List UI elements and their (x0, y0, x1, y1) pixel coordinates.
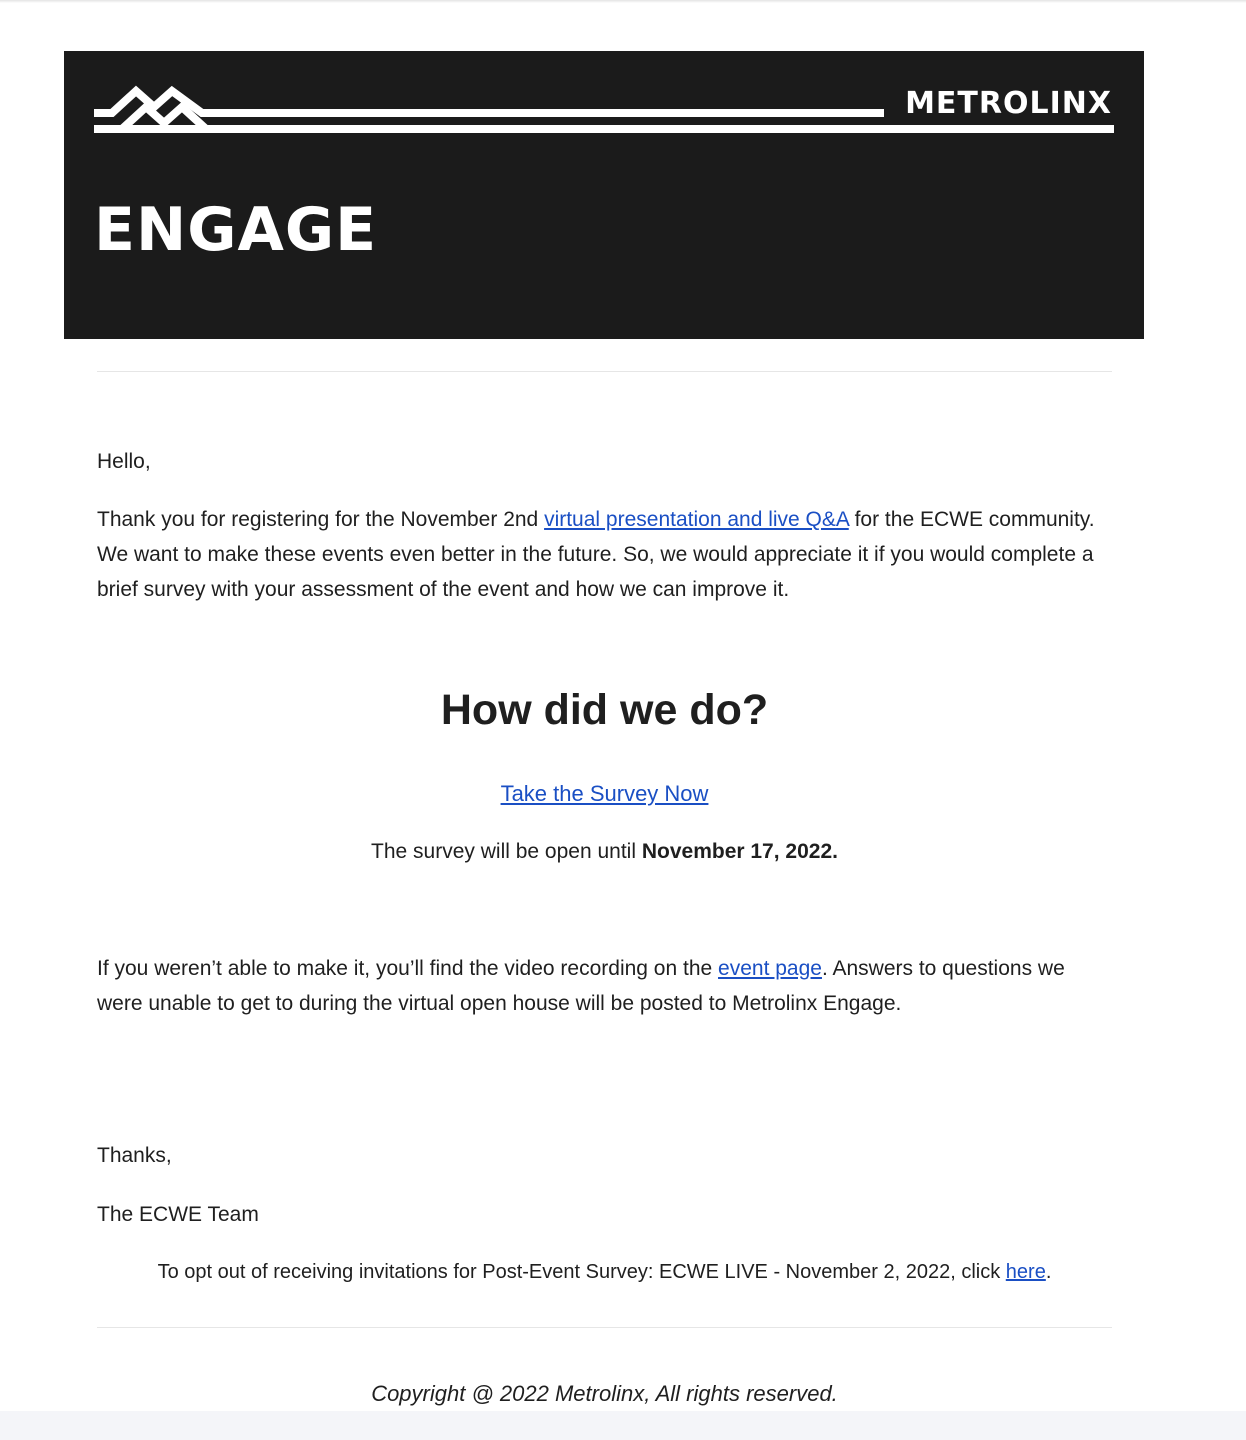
brand-name: METROLINX (905, 86, 1112, 121)
opt-out-link[interactable]: here (1005, 1261, 1046, 1283)
take-survey-link[interactable]: Take the Survey Now (500, 781, 709, 806)
optout-text-end: . (1045, 1261, 1052, 1283)
greeting: Hello, (97, 450, 151, 473)
optout-text-start: To opt out of receiving invitations for Post-Event Survey: ECWE LIVE - November 2, 2022, click (157, 1261, 1006, 1283)
deadline-date: November 17, 2022. (641, 840, 838, 863)
copyright-text: Copyright @ 2022 Metrolinx, All rights reserved. (371, 1381, 838, 1406)
opt-out-notice (97, 1258, 1112, 1286)
team-signature: The ECWE Team (97, 1203, 259, 1226)
event-page-link[interactable]: event page (718, 957, 822, 980)
presentation-link[interactable]: virtual presentation and live Q&A (544, 508, 849, 531)
intro-text-start: Thank you for registering for the November 2nd (97, 508, 545, 531)
survey-deadline (97, 837, 1112, 867)
deadline-prefix: The survey will be open until (371, 840, 642, 863)
logo-lower-line (94, 122, 1114, 134)
survey-heading: How did we do? (440, 686, 769, 734)
metrolinx-logo-icon (94, 83, 894, 155)
survey-cta-wrap (97, 779, 1112, 809)
recording-text-start: If you weren’t able to make it, you’ll find the video recording on the (97, 957, 719, 980)
intro-paragraph (97, 502, 1112, 607)
thanks-text: Thanks, (97, 1144, 172, 1167)
footer-divider (97, 1327, 1112, 1328)
bottom-strip (0, 1411, 1246, 1440)
recording-paragraph (97, 951, 1112, 1021)
top-shadow (0, 0, 1246, 3)
top-divider (97, 371, 1112, 372)
header-banner (64, 51, 1144, 339)
banner-title: ENGAGE (94, 195, 378, 265)
recording-text-end: . Answers to questions we were unable to get to during the virtual open house will be posted to Metrolinx Engage. (97, 957, 1065, 1015)
intro-text-end: for the ECWE community. We want to make these events even better in the future. So, we would appreciate it if you would complete a brief survey with your assessment of the event and how we can improve it. (97, 508, 1095, 601)
